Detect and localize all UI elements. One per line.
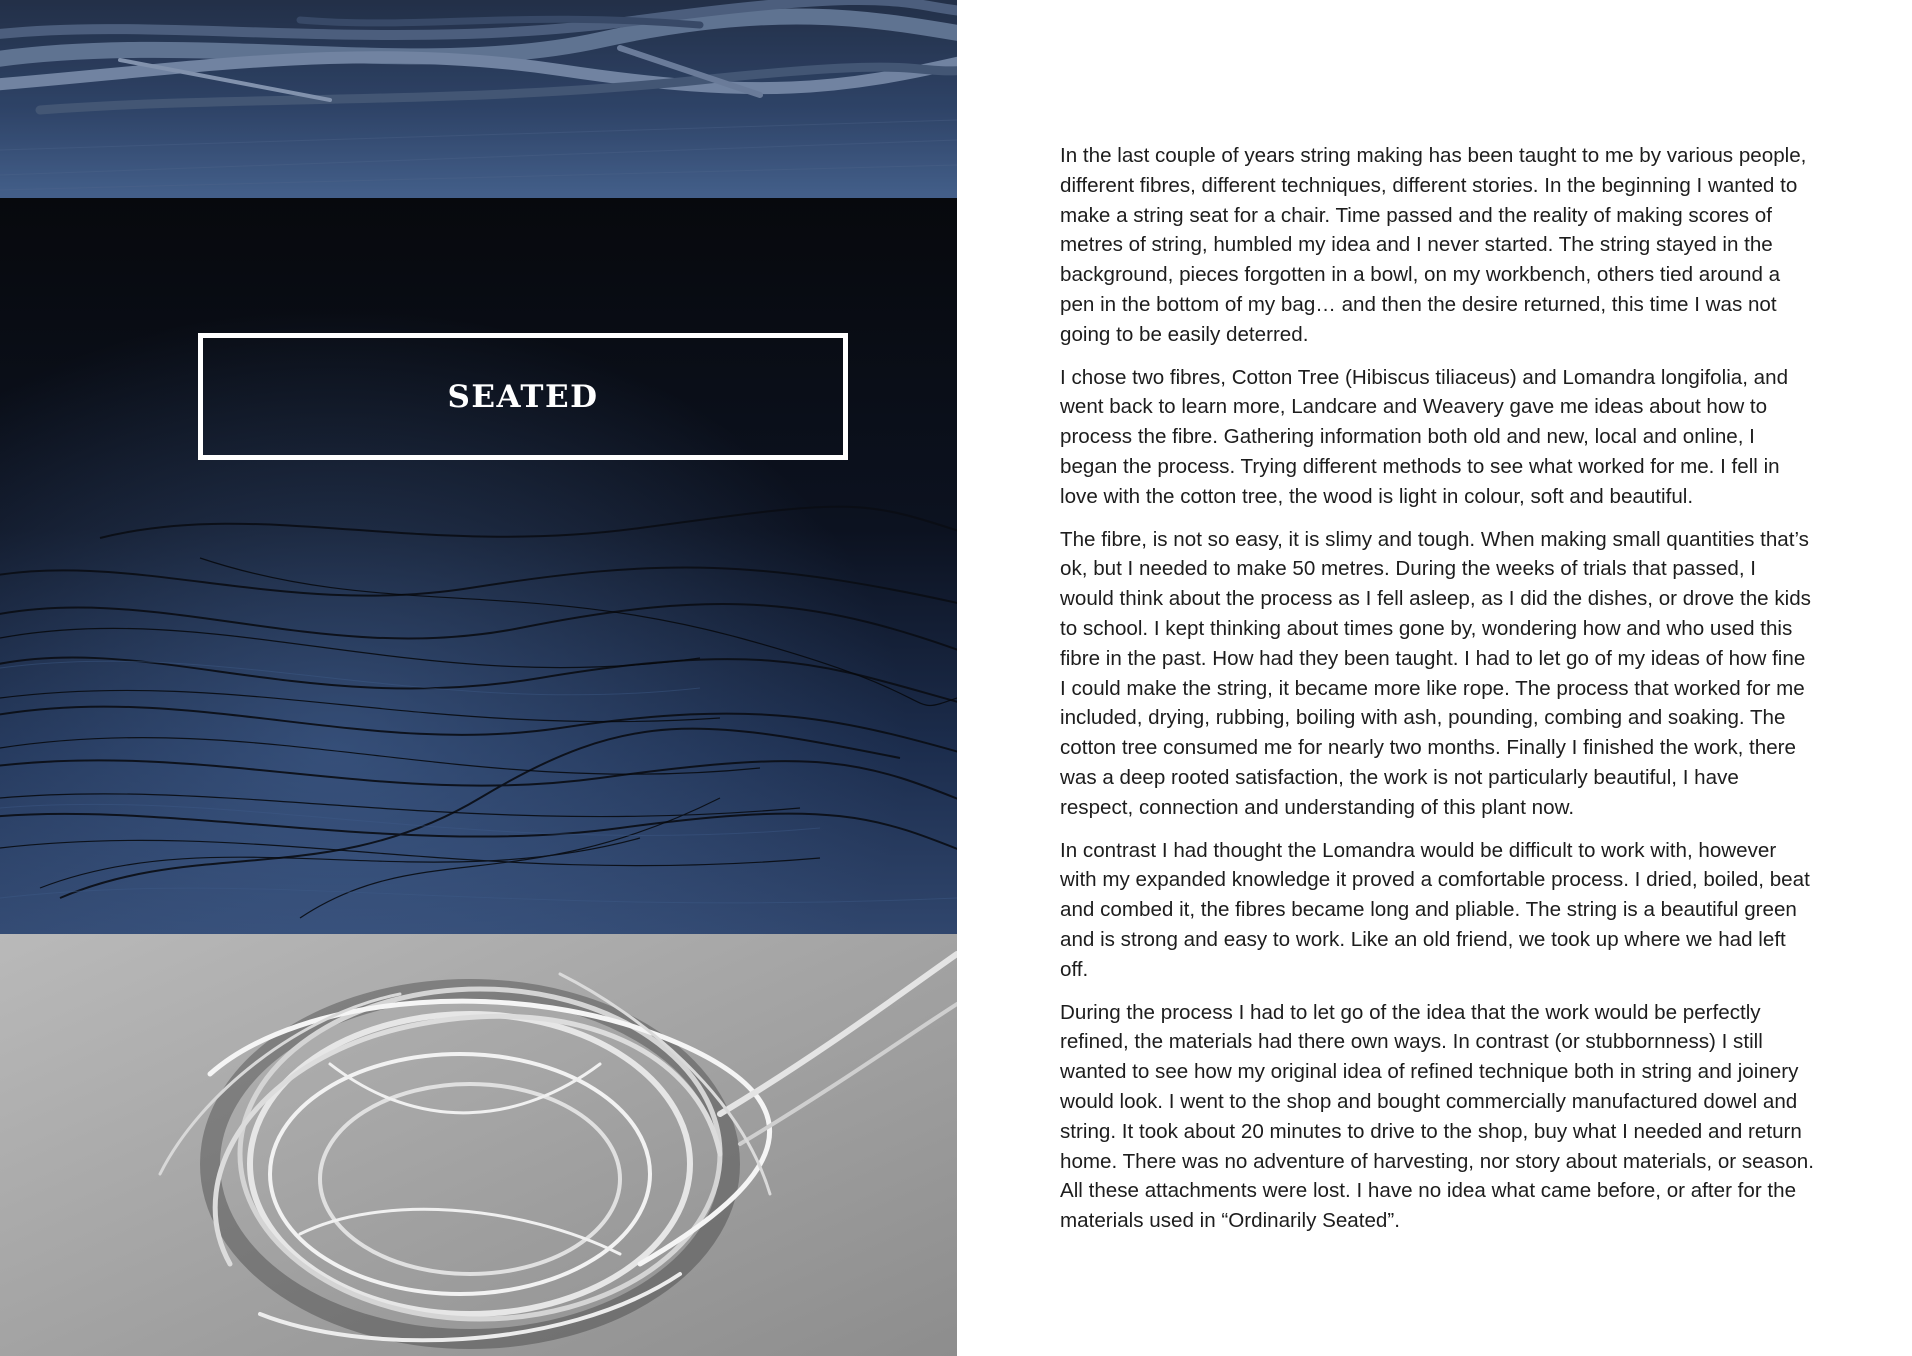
leaves-photo <box>0 934 957 1356</box>
dried-leaves-bundle-photo-icon <box>0 934 957 1356</box>
paragraph: The fibre, is not so easy, it is slimy and tough. When making small quantities that’s ok, but I needed to make 50 metres. During the weeks of trials that passed, I would think about the process as I fell asleep, as I did the dishes, or drove the kids to school. I kept thinking about times gone by, wondering how and who used this fibre in the past. How had they been taught. I had to let go of my ideas of how fine I could make the string, it became more like rope. The process that worked for me included, drying, rubbing, boiling with ash, pounding, combing and soaking. The cotton tree consumed me for nearly two months. Finally I finished the work, there was a deep rooted satisfaction, the work is not particularly beautiful, I have respect, connection and understanding of this plant now. <box>1060 527 1811 819</box>
title-box <box>198 333 848 460</box>
paragraph: In the last couple of years string making has been taught to me by various people, different fibres, different techniques, different stories. In the beginning I wanted to make a string seat for a chair. Time passed and the reality of making scores of metres of string, humbled my idea and I never started. The string stayed in the background, pieces forgotten in a bowl, on my workbench, others tied around a pen in the bottom of my bag… and then the desire returned, this time I was not going to be easily deterred. <box>1060 144 1807 346</box>
text-column <box>957 0 1912 1356</box>
fibre-photo <box>0 198 957 934</box>
sticks-photo <box>0 0 957 198</box>
sticks-photo-icon <box>0 0 957 198</box>
paragraph: In contrast I had thought the Lomandra would be difficult to work with, however with my expanded knowledge it proved a comfortable process. I dried, boiled, beat and combed it, the fibres became long and pliable. The string is a beautiful green and is strong and easy to work. Like an old friend, we took up where we had left off. <box>1060 838 1810 981</box>
article-body <box>1060 141 1815 1249</box>
fibre-strands-photo-icon <box>0 198 957 934</box>
paragraph: I chose two fibres, Cotton Tree (Hibiscus tiliaceus) and Lomandra longifolia, and went back to learn more, Landcare and Weavery gave me ideas about how to process the fibre. Gathering information both old and new, local and online, I began the process. Trying different methods to see what worked for me. I fell in love with the cotton tree, the wood is light in colour, soft and beautiful. <box>1060 365 1789 508</box>
page-title: SEATED <box>447 378 599 415</box>
paragraph: During the process I had to let go of the idea that the work would be perfectly refined, the materials had there own ways. In contrast (or stubbornness) I still wanted to see how my original idea of refined technique both in string and joinery would look. I went to the shop and bought commercially manufactured dowel and string. It took about 20 minutes to drive to the shop, buy what I needed and return home. There was no adventure of harvesting, nor story about materials, or season. All these attachments were lost. I have no idea what came before, or after for the materials used in “Ordinarily Seated”. <box>1060 1000 1814 1233</box>
